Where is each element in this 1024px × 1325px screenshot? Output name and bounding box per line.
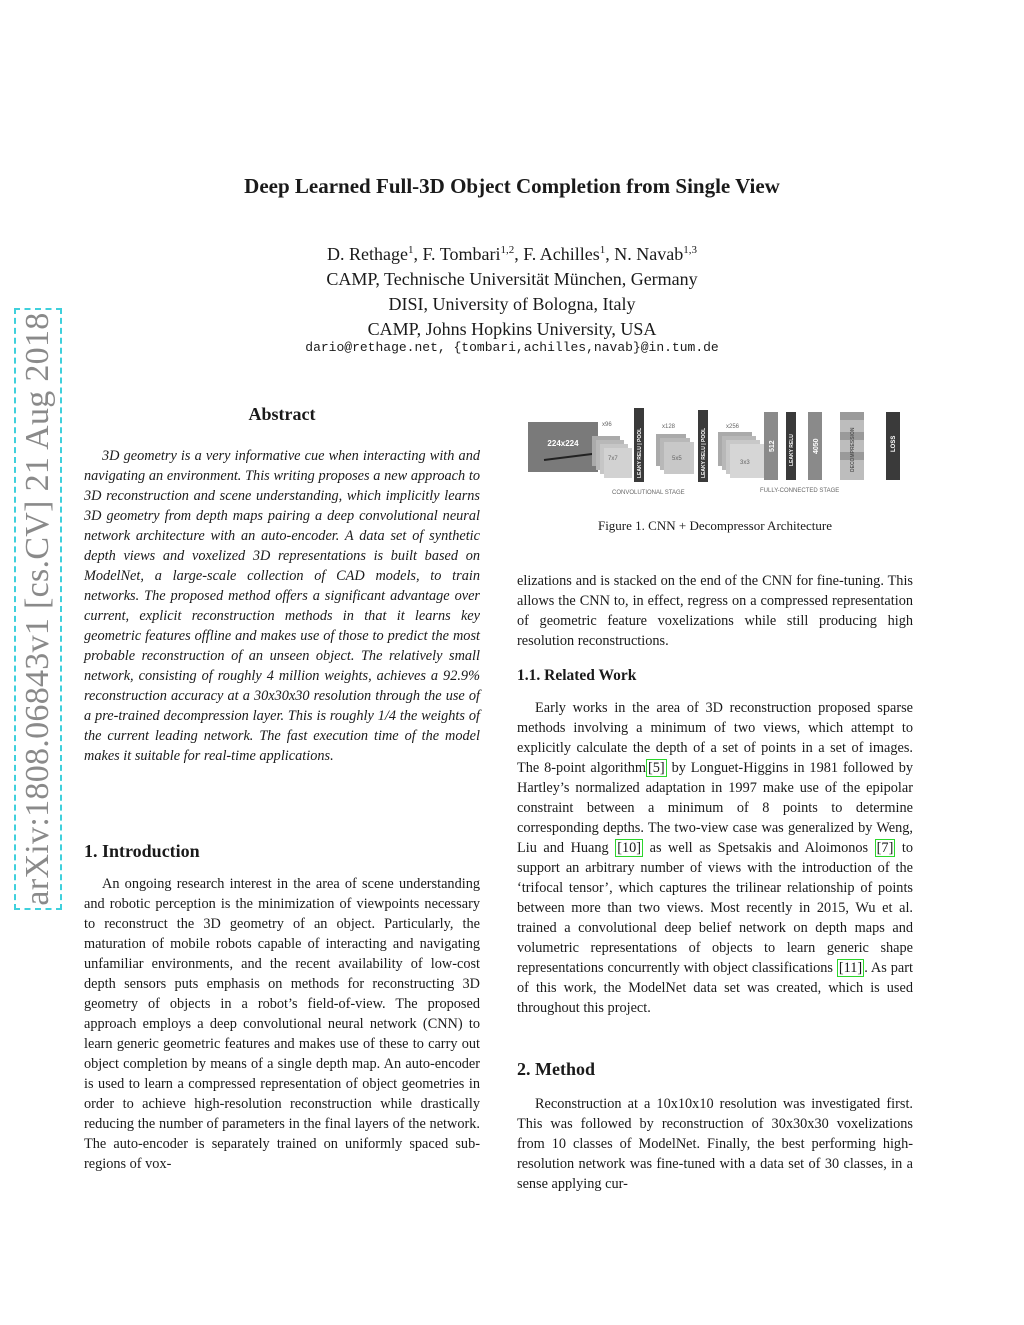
intro-continued [517,571,913,651]
affiliation: CAMP, Johns Hopkins University, USA [367,319,657,339]
related-work-body [517,698,913,1018]
intro-body [84,874,480,1174]
conv-stage-label: CONVOLUTIONAL STAGE [612,490,685,496]
arxiv-id: arXiv:1808.06843v1 [cs.CV] 21 Aug 2018 [19,312,56,906]
citation-link[interactable]: [10] [617,840,642,856]
related-work-heading: 1.1. Related Work [517,667,637,684]
author-name: D. Rethage [327,244,408,264]
relu-pool-label: LEAKY RELU | POOL [637,427,643,478]
author-list: D. Rethage$^1$, F. Tombari$^{1,2}$, F. Achilles$^1$, N. Navab$^{1,3}$ [327,244,697,264]
author-block [0,238,1024,342]
paper-title: Deep Learned Full-3D Object Completion from Single View [244,174,780,198]
fc-stage-label: FULLY-CONNECTED STAGE [760,488,840,494]
decompression-band [840,412,864,420]
conv3-kernel: 3x3 [740,460,750,466]
text-run: . As part of this work, the ModelNet data set was created, which is used throughout this project. [517,960,913,1016]
fc-4050-label: 4050 [813,438,820,454]
text-run: as well as Spetsakis and Aloimonos [643,840,875,856]
affiliation: DISI, University of Bologna, Italy [388,294,636,314]
conv2-count: x128 [662,424,676,430]
conv2-kernel: 5x5 [672,456,682,462]
leaky-relu-label: LEAKY RELU [789,434,795,466]
citation-link[interactable]: [5] [647,760,665,776]
author-affil: 1 [407,244,414,256]
text-run: by Longuet-Higgins in 1981 followed by Hartley’s normalized adaptation in 1997 make use of the epipolar constraint between a minimum of 8 points to determine corresponding depths. The two-view case was generalized by Weng, Liu and Huang [517,760,913,856]
affiliation: CAMP, Technische Universität München, Germany [326,269,698,289]
intro-heading: 1. Introduction [84,841,200,861]
figure-1 [528,402,908,500]
related-work-text [517,698,913,1018]
figure-caption: Figure 1. CNN + Decompressor Architecture [597,518,833,533]
author-affil: 1,3 [683,244,697,256]
author-affil: 1 [599,244,606,256]
text-run: to support an arbitrary number of views with the introduction of the ‘trifocal tensor’, which captures the trilinear relationship of points between more than two views. Most recently in 2015, Wu et al. trained a convolutional deep belief network on depth maps and volumetric representations of objects to learn generic shape representations concurrently with object classifications [517,840,914,976]
conv1-count: x96 [602,422,612,428]
author-name: F. Tombari [422,244,501,264]
author-emails: dario@rethage.net, {tombari,achilles,navab}@in.tum.de [305,340,719,355]
abstract-body [84,446,480,766]
abstract-heading: Abstract [248,404,316,424]
conv1-layer [604,448,632,478]
text-run: Early works in the area of 3D reconstruction proposed sparse methods involving a minimum of two views, which attempt to explicitly calculate the depth of a set of points in a set of images. The 8-point algorithm [517,700,913,776]
author-name: F. Achilles [523,244,600,264]
abstract-text: 3D geometry is a very informative cue when interacting with and navigating an environment. This writing proposes a new approach to 3D reconstruction and scene understanding, which implicitly learns 3D geometry from depth maps pairing a deep convolutional neural network architecture with an auto-encoder. A data set of synthetic depth views and voxelized 3D representations is built based on ModelNet, a large-scale collection of CAD models, to train networks. The proposed method offers a significant advantage over current, explicit reconstruction methods in that it learns key geometric features offline and makes use of those to predict the most probable reconstruction of an unseen object. The relatively small network, consisting of roughly 4 million weights, achieves a 92.9% reconstruction accuracy at a 30x30x30 resolution through the use of a pre-trained decompression layer. This is roughly 1/4 the weights of the current leading network. The fast execution time of the model makes it suitable for real-time applications. [84,448,480,764]
fc-512-label: 512 [769,440,776,452]
method-text: Reconstruction at a 10x10x10 resolution was investigated first. This was followed by reconstruction of 30x30x30 voxelizations from 10 classes of ModelNet. Finally, the best performing high-resolution network was fine-tuned with a data set of 30 classes, in a sense applying cur- [517,1096,913,1192]
decompression-label: DECOMPRESSION [850,427,856,472]
arxiv-sidebar [14,308,62,910]
intro-text: An ongoing research interest in the area of scene understanding and robotic perception is the minimization of viewpoints necessary to reconstruct the 3D geometry of an object. Particularly, the maturation of mobile robots capable of interacting and navigating unfamiliar environments, and the recent availability of low-cost depth sensors puts emphasis on methods for reconstructing 3D geometry of objects in a robot’s field-of-view. The proposed approach employs a deep convolutional neural network (CNN) to learn generic geometric features and makes use of these to carry out object completion by means of a single depth map. An auto-encoder is used to learn a compressed representation of object geometries in order to achieve high-resolution reconstruction while drastically reducing the number of parameters in the final layers of the network. The auto-encoder is separately trained on uniformly spaced sub-regions of vox- [84,876,480,1172]
input-label: 224x224 [547,439,579,448]
conv1-kernel: 7x7 [608,456,618,462]
author-name: N. Navab [614,244,684,264]
citation-link[interactable]: [11] [838,960,863,976]
intro-continued-text: elizations and is stacked on the end of the CNN for fine-tuning. This allows the CNN to, in effect, regress on a compressed representation of geometric feature voxelizations while still producing high resolution reconstructions. [517,573,913,649]
method-heading: 2. Method [517,1059,595,1079]
loss-label: LOSS [891,435,897,452]
author-affil: 1,2 [500,244,515,256]
citation-link[interactable]: [7] [876,840,894,856]
relu-pool-label: LEAKY RELU | POOL [701,427,707,478]
method-body [517,1094,913,1194]
conv3-count: x256 [726,424,740,430]
architecture-diagram [528,402,908,500]
